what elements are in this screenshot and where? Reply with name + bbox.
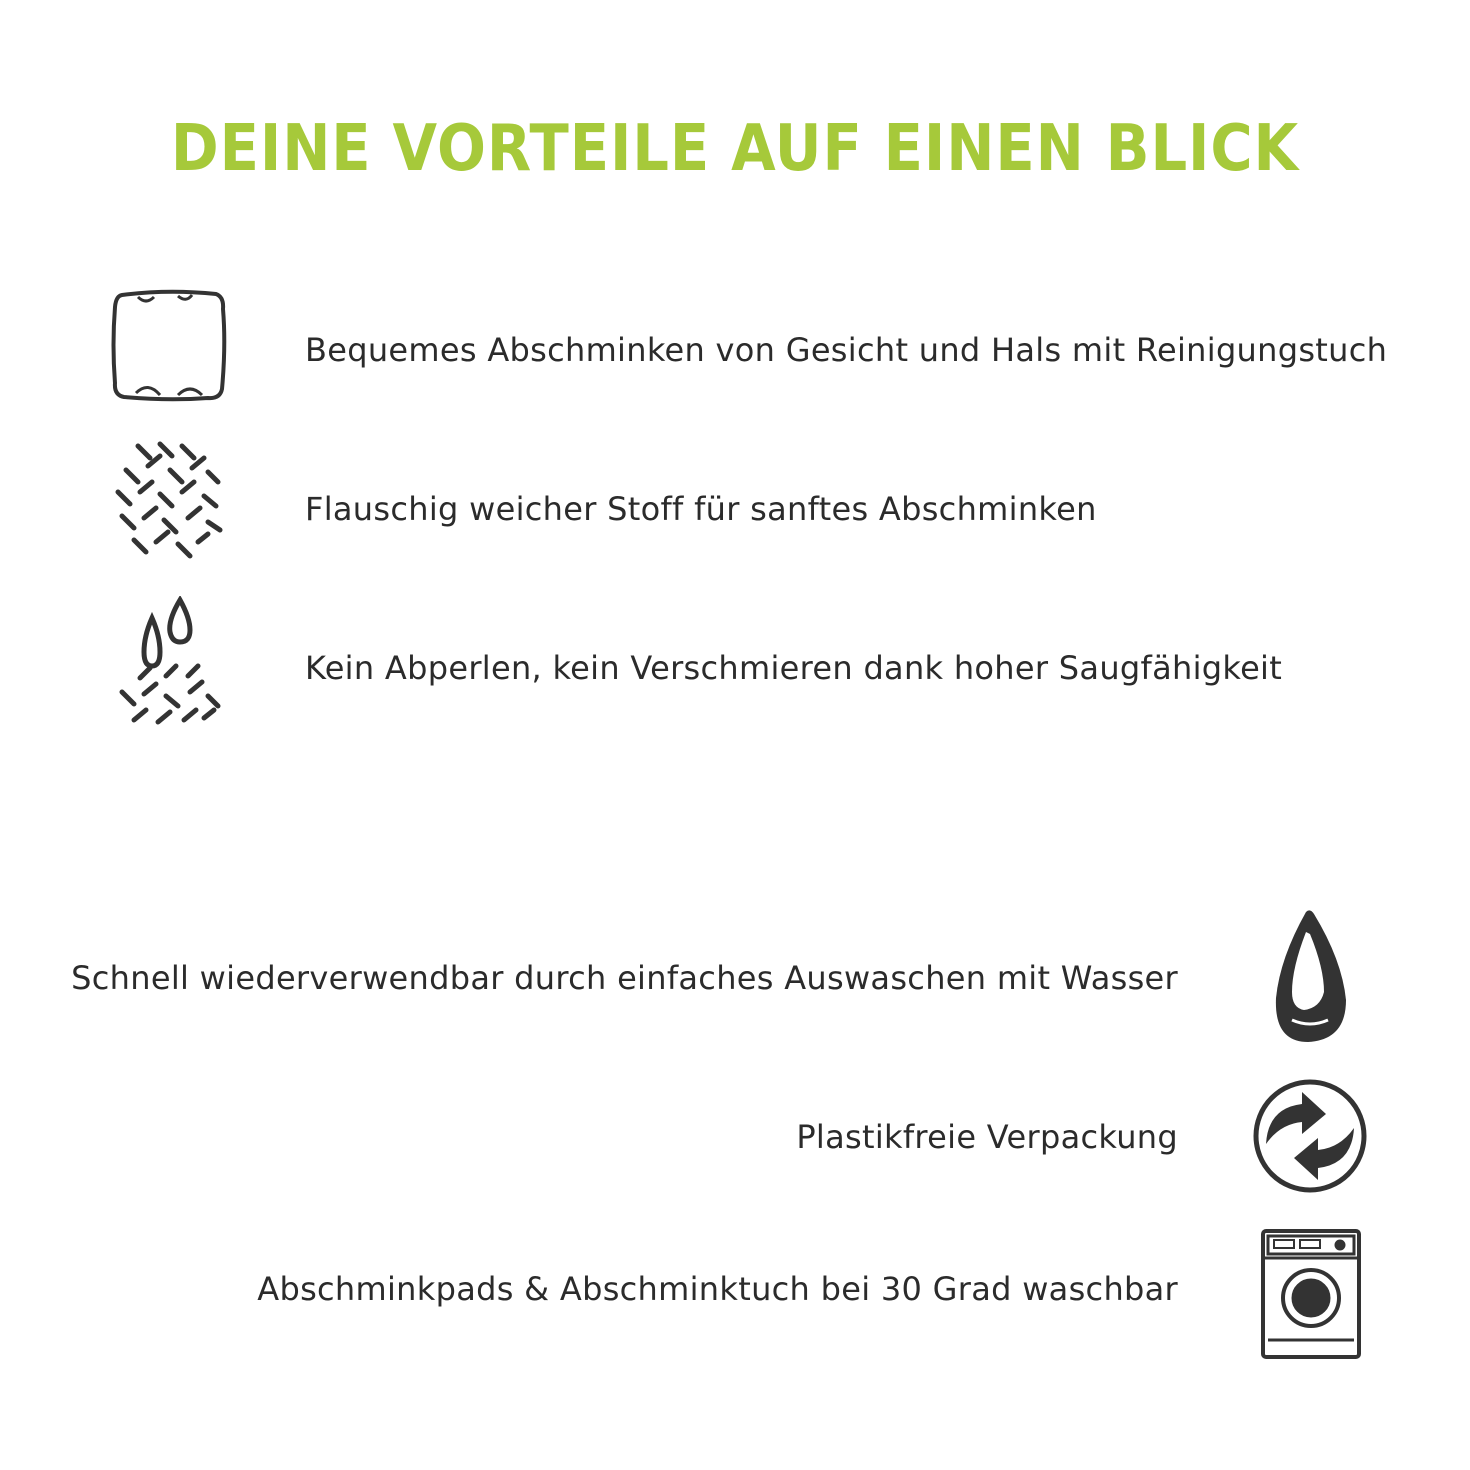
page-title: DEINE VORTEILE AUF EINEN BLICK [170,112,1300,186]
feature-text: Bequemes Abschminken von Gesicht und Hals mit Reinigungstuch [305,331,1388,369]
feature-text: Plastikfreie Verpackung [796,1118,1178,1156]
fabric-texture-icon [112,440,228,564]
feature-text: Schnell wiederverwendbar durch einfaches Auswaschen mit Wasser [71,959,1178,997]
recycle-icon [1252,1078,1368,1194]
washing-machine-icon [1260,1228,1362,1360]
absorbent-drops-icon [114,596,226,730]
feature-text: Abschminkpads & Abschminktuch bei 30 Grad waschbar [257,1270,1178,1308]
feature-text: Flauschig weicher Stoff für sanftes Abschminken [305,490,1097,528]
water-drop-icon [1270,908,1352,1048]
cloth-icon [108,285,230,407]
feature-text: Kein Abperlen, kein Verschmieren dank hoher Saugfähigkeit [305,649,1283,687]
